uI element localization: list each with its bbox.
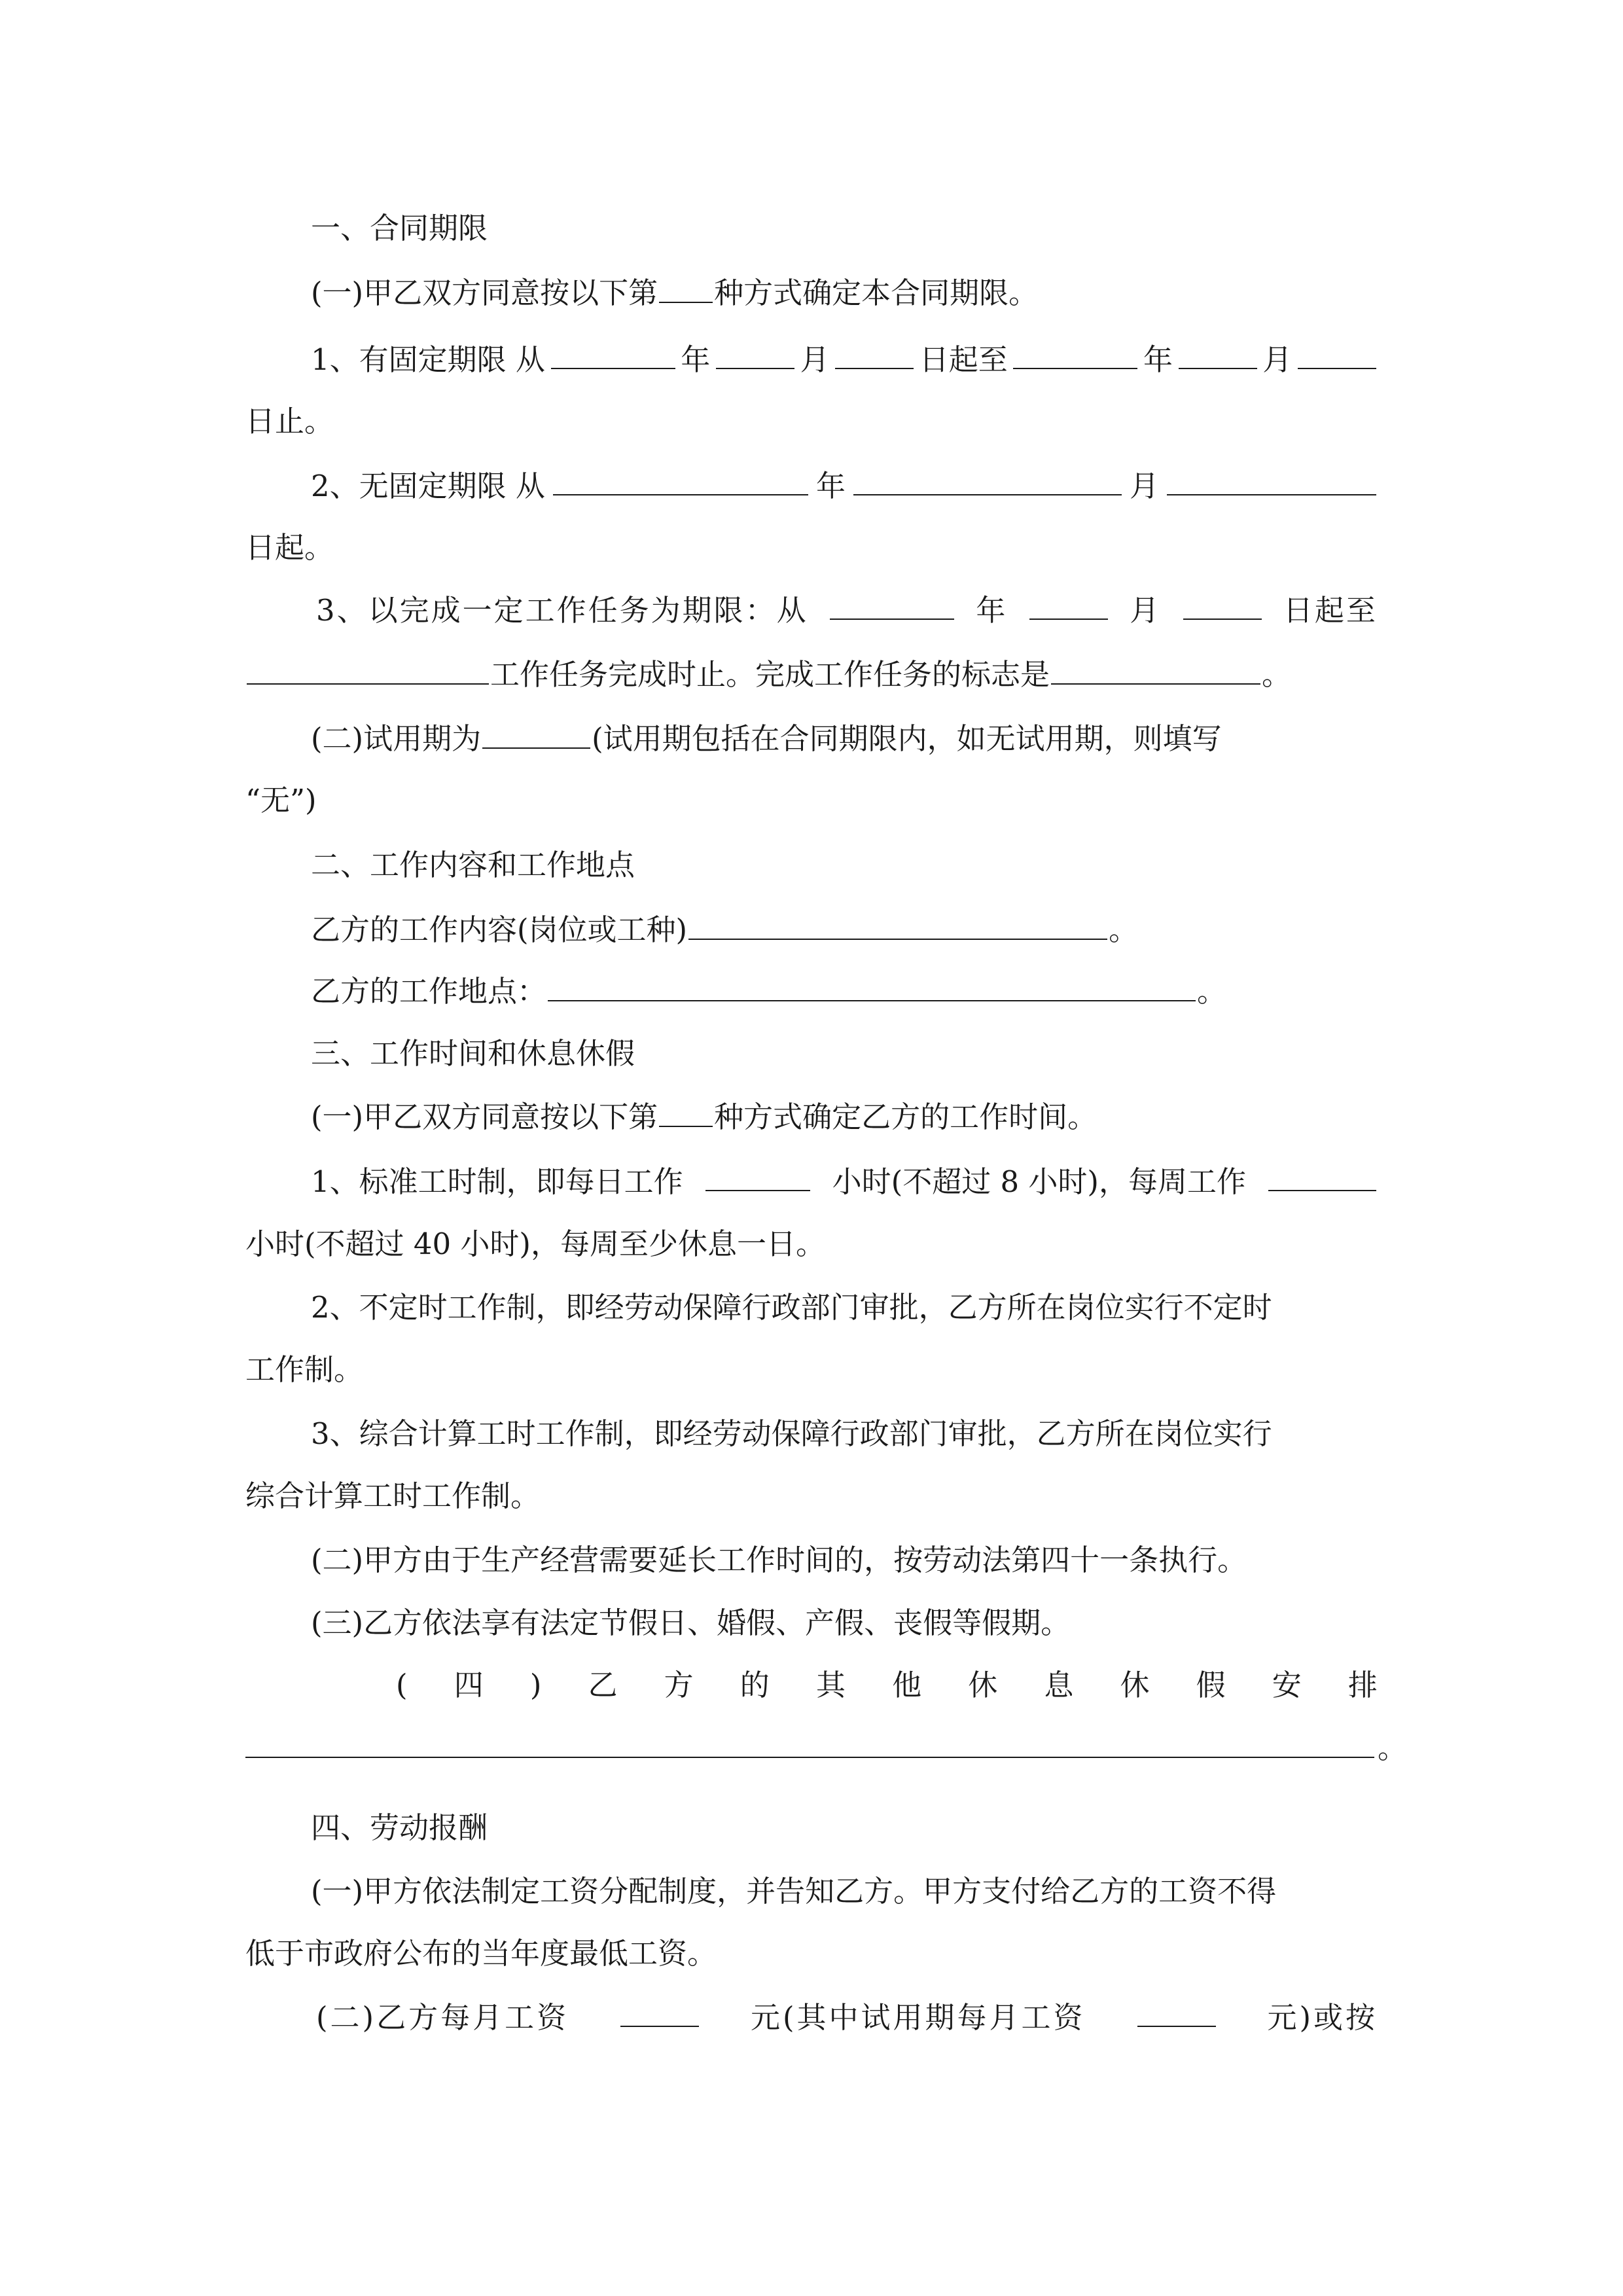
option-standard-hours-cont: 小时(不超过 40 小时)，每周至少休息一日。 <box>245 1227 825 1261</box>
work-content-blank[interactable] <box>688 905 1107 940</box>
hours-method-blank[interactable] <box>659 1092 713 1127</box>
clause-term-method: (一)甲乙双方同意按以下第 种方式确定本合同期限。 <box>245 267 1378 319</box>
option-fixed-term: 1、有固定期限 从 年 月 日起至 年 月 <box>245 334 1378 386</box>
option-open-term: 2、无固定期限 从 年 月 <box>245 460 1378 512</box>
open-start-day-blank[interactable] <box>1167 460 1376 495</box>
clause-overtime: (二)甲方由于生产经营需要延长工作时间的，按劳动法第四十一条执行。 <box>311 1543 1247 1577</box>
work-content-line: 乙方的工作内容(岗位或工种) 。 <box>245 904 1378 956</box>
task-start-month-blank[interactable] <box>1029 584 1108 620</box>
task-end-blank[interactable] <box>247 649 489 685</box>
work-place-line: 乙方的工作地点： 。 <box>245 965 1378 1018</box>
clause-wage-system: (一)甲方依法制定工资分配制度，并告知乙方。甲方支付给乙方的工资不得 <box>311 1874 1277 1909</box>
clause-holidays: (三)乙方依法享有法定节假日、婚假、产假、丧假等假期。 <box>311 1605 1071 1640</box>
trial-period-blank[interactable] <box>482 713 590 749</box>
fixed-start-month-blank[interactable] <box>716 334 794 369</box>
clause-hours-method: (一)甲乙双方同意按以下第 种方式确定乙方的工作时间。 <box>245 1091 1378 1143</box>
clause-trial-period-cont: “无”) <box>245 783 317 817</box>
other-leave-blank[interactable] <box>245 1723 1374 1758</box>
open-start-month-blank[interactable] <box>853 460 1122 495</box>
fixed-end-day-blank[interactable] <box>1298 334 1376 369</box>
trial-wage-blank[interactable] <box>1137 1992 1216 2027</box>
monthly-wage-blank[interactable] <box>620 1992 699 2027</box>
clause-trial-period: (二)试用期为 (试用期包括在合同期限内，如无试用期，则填写 <box>245 713 1378 765</box>
option-open-term-cont: 日起。 <box>245 530 334 565</box>
option-flexible-hours: 2、不定时工作制，即经劳动保障行政部门审批，乙方所在岗位实行不定时 <box>311 1290 1272 1325</box>
fixed-start-year-blank[interactable] <box>551 334 675 369</box>
option-comprehensive-hours: 3、综合计算工时工作制，即经劳动保障行政部门审批，乙方所在岗位实行 <box>311 1416 1272 1451</box>
clause-monthly-wage: (二)乙方每月工资 元(其中试用期每月工资 元)或按 <box>245 1992 1378 2044</box>
section-heading-pay: 四、劳动报酬 <box>311 1810 488 1845</box>
fixed-end-month-blank[interactable] <box>1179 334 1257 369</box>
option-task-term-cont: 工作任务完成时止。完成工作任务的标志是 。 <box>245 649 1378 701</box>
clause-other-leave-cont: 。 <box>245 1722 1378 1774</box>
open-start-year-blank[interactable] <box>553 460 808 495</box>
option-standard-hours: 1、标准工时制，即每日工作 小时(不超过 8 小时)，每周工作 <box>245 1156 1378 1208</box>
option-comprehensive-hours-cont: 综合计算工时工作制。 <box>245 1479 541 1513</box>
task-mark-blank[interactable] <box>1051 649 1260 685</box>
fixed-end-year-blank[interactable] <box>1013 334 1137 369</box>
task-start-year-blank[interactable] <box>830 584 954 620</box>
clause-wage-system-cont: 低于市政府公布的当年度最低工资。 <box>245 1936 717 1971</box>
task-start-day-blank[interactable] <box>1183 584 1262 620</box>
clause-other-leave: ( 四 ) 乙 方 的 其 他 休 息 休 假 安 排 <box>396 1668 1378 1702</box>
term-method-blank[interactable] <box>659 268 713 303</box>
option-task-term: 3、以完成一定工作任务为期限：从 年 月 日起至 <box>245 584 1378 637</box>
weekly-hours-blank[interactable] <box>1268 1156 1376 1191</box>
option-fixed-term-cont: 日止。 <box>245 404 334 439</box>
fixed-start-day-blank[interactable] <box>835 334 914 369</box>
daily-hours-blank[interactable] <box>705 1156 810 1191</box>
section-heading-hours: 三、工作时间和休息休假 <box>311 1036 635 1071</box>
option-flexible-hours-cont: 工作制。 <box>245 1352 364 1387</box>
section-heading-work: 二、工作内容和工作地点 <box>311 848 635 882</box>
section-heading-term: 一、合同期限 <box>311 211 488 245</box>
work-place-blank[interactable] <box>548 966 1196 1001</box>
